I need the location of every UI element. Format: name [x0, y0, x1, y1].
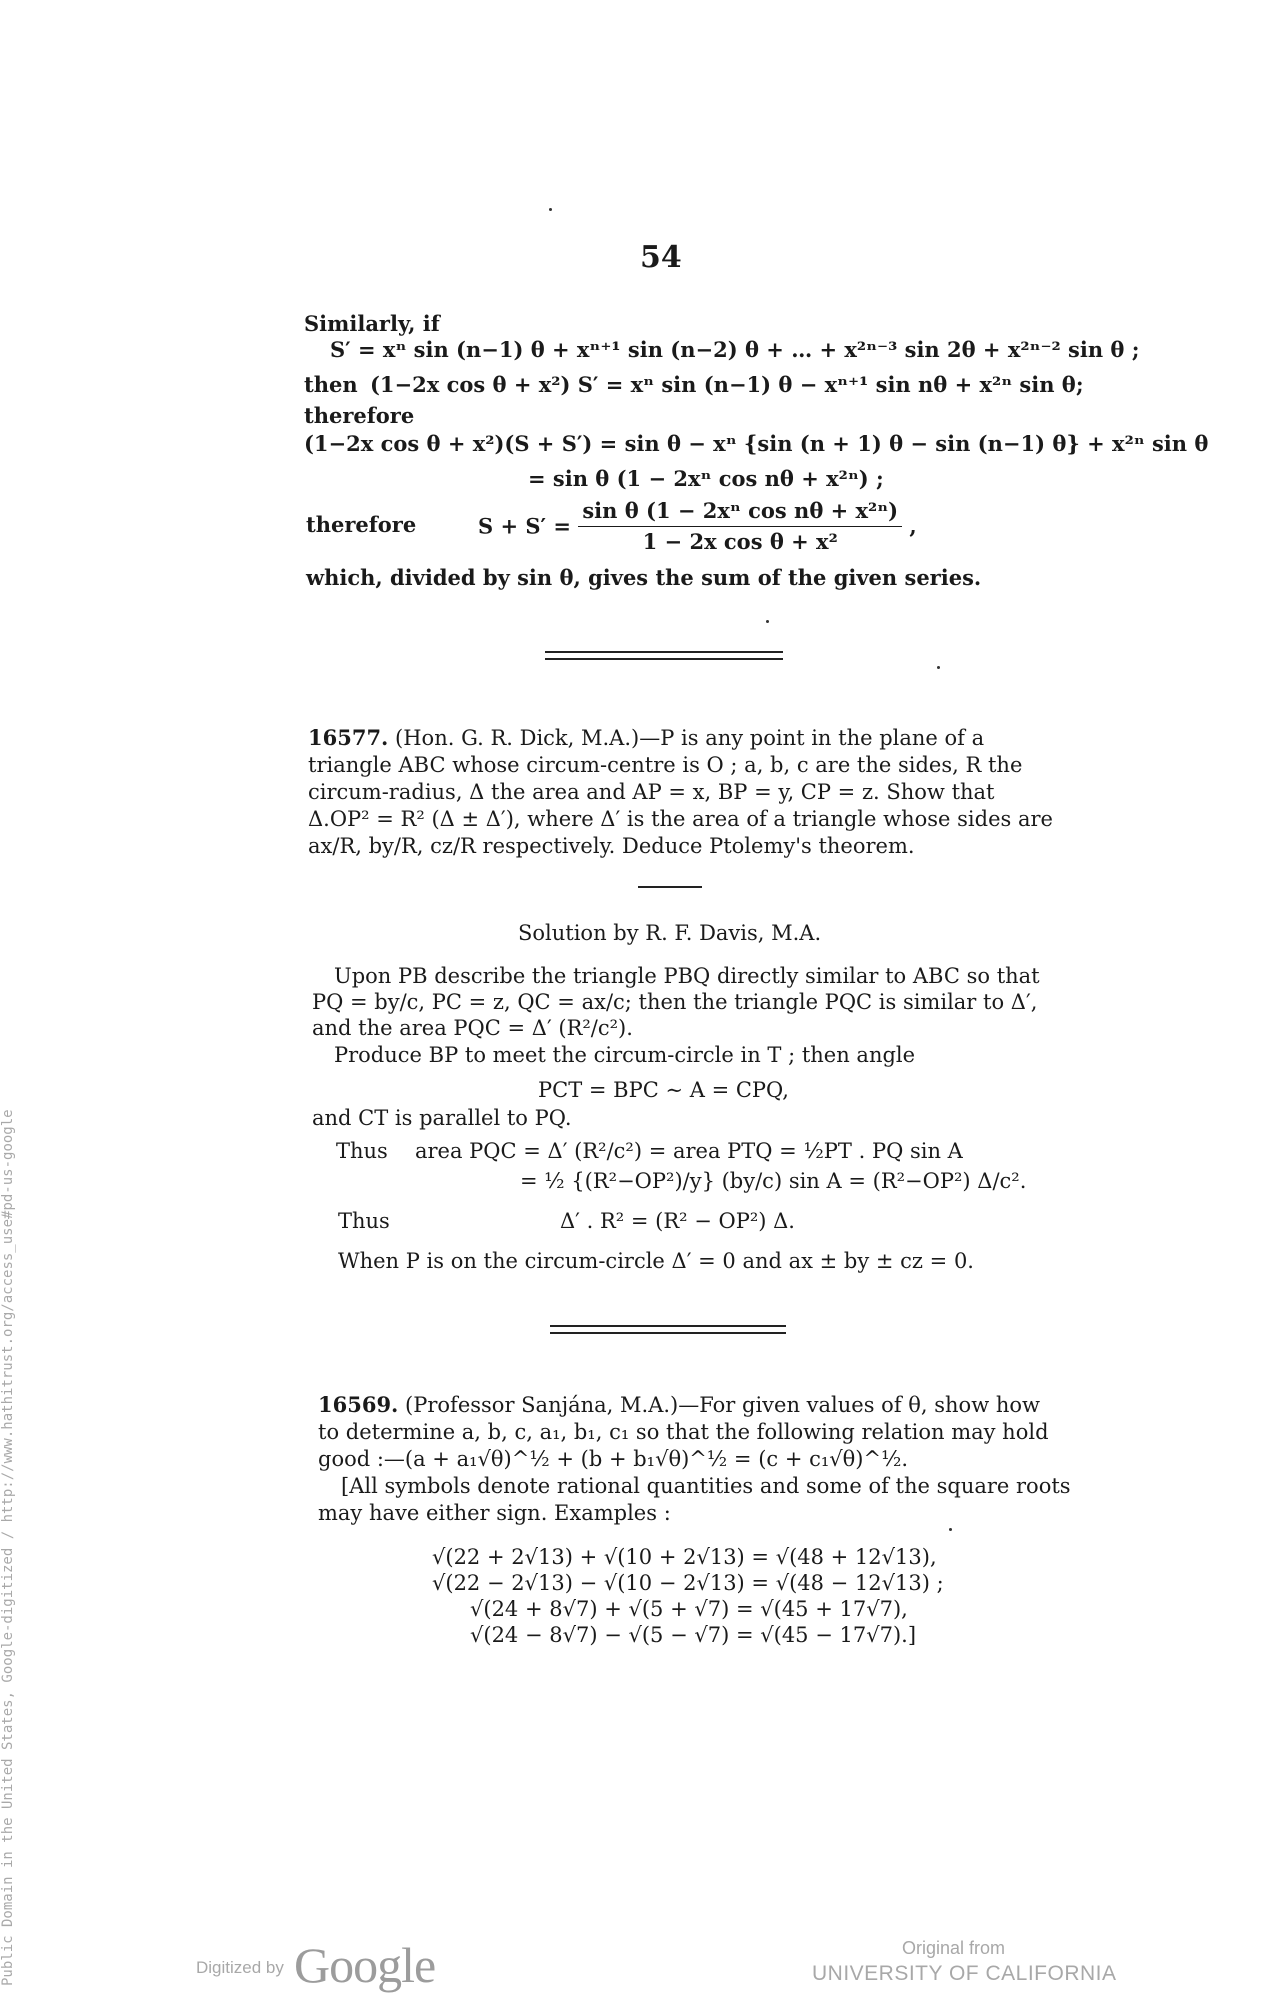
ss-fraction [578, 498, 902, 555]
which-line: which, divided by sin θ, gives the sum of the given series. [306, 565, 982, 590]
short-rule [638, 886, 702, 888]
problem-16577-line1 [308, 725, 984, 751]
example-4: √(24 − 8√7) − √(5 − √7) = √(45 − 17√7).] [470, 1623, 917, 1647]
ss-denominator: 1 − 2x cos θ + x² [642, 529, 838, 554]
double-rule-mid-a [550, 1325, 786, 1327]
side-watermark [0, 886, 18, 1986]
therefore-label-2: therefore [306, 512, 417, 537]
digitized-by-label: Digitized by [196, 1958, 284, 1977]
university-label: UNIVERSITY OF CALIFORNIA [812, 1962, 1117, 1985]
problem-16577-line5: ax/R, by/R, cz/R respectively. Deduce Ptolemy's theorem. [308, 834, 915, 858]
example-3: √(24 + 8√7) + √(5 + √7) = √(45 + 17√7), [470, 1597, 908, 1621]
solution-title: Solution by R. F. Davis, M.A. [518, 921, 822, 945]
problem-16577-line3: circum-radius, Δ the area and AP = x, BP = y, CP = z. Show that [308, 780, 995, 804]
problem-16577-text1: (Hon. G. R. Dick, M.A.)—P is any point in the plane of a [388, 726, 985, 750]
example-1: √(22 + 2√13) + √(10 + 2√13) = √(48 + 12√13), [432, 1545, 937, 1569]
solution-p1: Upon PB describe the triangle PBQ directly similar to ABC so that [334, 964, 1040, 988]
sum-equation-line1: (1−2x cos θ + x²)(S + S′) = sin θ − xⁿ {sin (n + 1) θ − sin (n−1) θ} + x²ⁿ sin θ [304, 431, 1209, 456]
problem-16569-text1: (Professor Sanjána, M.A.)—For given values of θ, show how [398, 1393, 1040, 1417]
thus-equation-3: Δ′ . R² = (R² − OP²) Δ. [560, 1209, 795, 1233]
solution-p4: Produce BP to meet the circum-circle in T ; then angle [334, 1043, 916, 1067]
ss-fraction-equation [478, 498, 917, 555]
double-rule-mid-b [550, 1332, 786, 1334]
original-from-label: Original from [902, 1938, 1006, 1958]
ss-numerator: sin θ (1 − 2xⁿ cos nθ + x²ⁿ) [578, 498, 902, 527]
thus-label-2: Thus [338, 1209, 390, 1233]
thus-equation-2: = ½ {(R²−OP²)/y} (by/c) sin A = (R²−OP²) Δ/c². [520, 1169, 1027, 1193]
page-number: 54 [640, 240, 682, 275]
problem-16577-number: 16577. [308, 725, 389, 750]
side-watermark-line2: Public Domain in the United States, Google-digitized / http://www.hathitrust.org/access_use#pd-us-google [0, 1109, 16, 1986]
then-label: then [304, 372, 358, 397]
thus-label-1: Thus [336, 1139, 388, 1163]
speck-dot [766, 620, 769, 623]
solution-p3: and the area PQC = Δ′ (R²/c²). [312, 1016, 633, 1040]
google-logo: Google [294, 1937, 436, 1993]
problem-16577-line4: Δ.OP² = R² (Δ ± Δ′), where Δ′ is the area of a triangle whose sides are [308, 807, 1053, 831]
speck-dot [937, 666, 940, 669]
thus-equation-1: area PQC = Δ′ (R²/c²) = area PTQ = ½PT . PQ sin A [415, 1139, 963, 1163]
speck-dot [949, 1528, 952, 1531]
therefore-label-1: therefore [304, 403, 415, 428]
solution-p5: and CT is parallel to PQ. [312, 1106, 572, 1130]
problem-16569-line4: [All symbols denote rational quantities and some of the square roots [341, 1474, 1071, 1498]
double-rule-top-b [545, 658, 783, 660]
then-equation: (1−2x cos θ + x²) S′ = xⁿ sin (n−1) θ − xⁿ⁺¹ sin nθ + x²ⁿ sin θ; [370, 372, 1084, 397]
problem-16569-number: 16569. [318, 1392, 399, 1417]
problem-16569-line2: to determine a, b, c, a₁, b₁, c₁ so that the following relation may hold [318, 1420, 1049, 1444]
problem-16569-line5: may have either sign. Examples : [318, 1501, 671, 1525]
solution-eq1: PCT = BPC ∼ A = CPQ, [538, 1078, 789, 1102]
speck-dot [549, 208, 552, 211]
ss-comma: , [909, 513, 917, 539]
double-rule-top-a [545, 651, 783, 653]
solution-p2: PQ = by/c, PC = z, QC = ax/c; then the triangle PQC is similar to Δ′, [312, 990, 1038, 1014]
problem-16577-line2: triangle ABC whose circum-centre is O ; a, b, c are the sides, R the [308, 753, 1023, 777]
when-line: When P is on the circum-circle Δ′ = 0 and ax ± by ± cz = 0. [338, 1249, 974, 1273]
problem-16569-line3: good :—(a + a₁√θ)^½ + (b + b₁√θ)^½ = (c + c₁√θ)^½. [318, 1447, 909, 1471]
ss-lhs: S + S′ = [478, 513, 571, 539]
s-prime-equation: S′ = xⁿ sin (n−1) θ + xⁿ⁺¹ sin (n−2) θ + … + x²ⁿ⁻³ sin 2θ + x²ⁿ⁻² sin θ ; [330, 337, 1140, 362]
similarly-line: Similarly, if [304, 311, 440, 336]
problem-16569-line1 [318, 1392, 1040, 1418]
sum-equation-line2: = sin θ (1 − 2xⁿ cos nθ + x²ⁿ) ; [528, 466, 884, 491]
example-2: √(22 − 2√13) − √(10 − 2√13) = √(48 − 12√13) ; [432, 1571, 944, 1595]
